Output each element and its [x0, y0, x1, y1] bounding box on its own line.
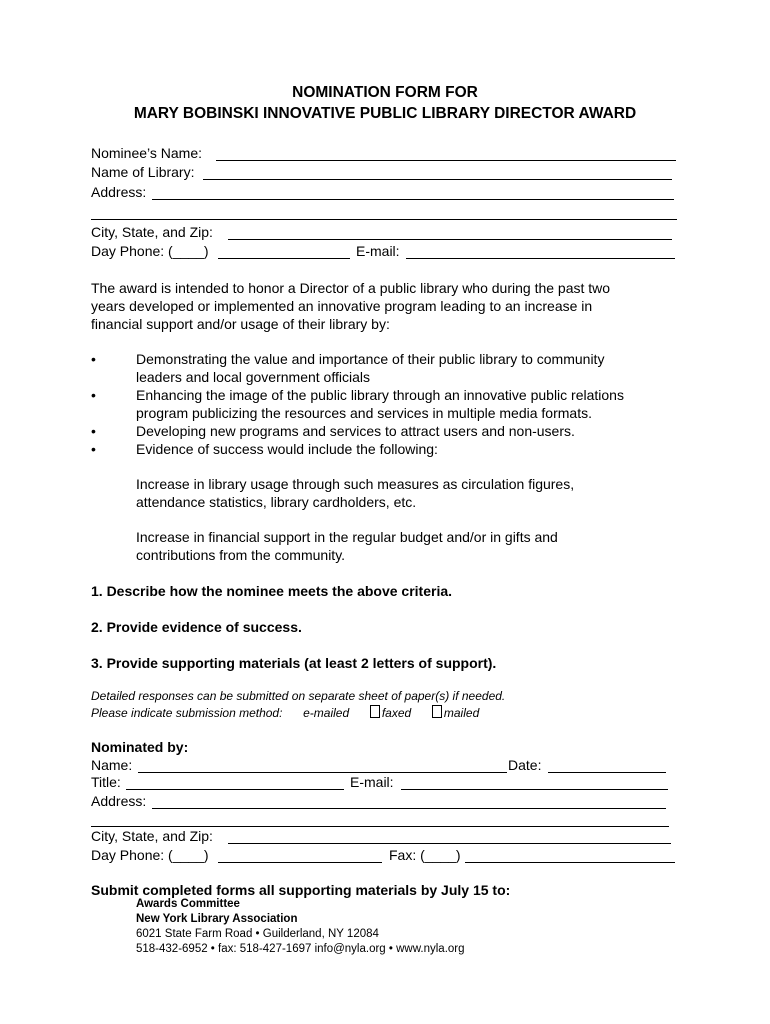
- submit-org-committee: Awards Committee: [136, 898, 240, 910]
- nominator-title-field[interactable]: [126, 789, 344, 790]
- bullet-marker: •: [91, 423, 96, 439]
- intro-line3: financial support and/or usage of their library by:: [91, 316, 390, 332]
- nominator-fax-field[interactable]: [465, 862, 675, 863]
- nominee-address-field-line2[interactable]: [91, 219, 677, 220]
- nominee-phone-label: Day Phone: (____): [91, 243, 209, 259]
- nominator-address-field[interactable]: [152, 808, 666, 809]
- submit-org-association: New York Library Association: [136, 913, 298, 925]
- submission-method-row: [91, 705, 479, 720]
- method-emailed-option: e-mailed: [303, 706, 350, 720]
- question-3: 3. Provide supporting materials (at least 2 letters of support).: [91, 655, 497, 671]
- submit-address: 6021 State Farm Road • Guilderland, NY 12084: [136, 928, 379, 940]
- question-1: 1. Describe how the nominee meets the above criteria.: [91, 583, 453, 599]
- bullet-2-line1: Enhancing the image of the public library through an innovative public relations: [136, 387, 624, 403]
- form-title-line1: NOMINATION FORM FOR: [292, 84, 478, 101]
- nominator-phone-field[interactable]: [218, 862, 382, 863]
- nominator-fax-label: Fax: (____): [389, 847, 461, 863]
- nominee-name-label: Nominee’s Name:: [91, 145, 203, 161]
- intro-line2: years developed or implemented an innovative program leading to an increase in: [91, 298, 593, 314]
- nominator-date-label: Date:: [508, 757, 542, 773]
- nominator-name-field[interactable]: [138, 772, 507, 773]
- nominator-name-label: Name:: [91, 757, 133, 773]
- bullet-3-line1: Developing new programs and services to attract users and non-users.: [136, 423, 575, 439]
- nominee-address-label: Address:: [91, 184, 147, 200]
- bullet-1-line2: leaders and local government officials: [136, 369, 370, 385]
- detailed-responses-note: Detailed responses can be submitted on separate sheet of paper(s) if needed.: [91, 689, 506, 703]
- submit-heading: Submit completed forms all supporting materials by July 15 to:: [91, 882, 511, 898]
- bullet-marker: •: [91, 351, 96, 367]
- nominator-address-label: Address:: [91, 793, 147, 809]
- bullet-marker: •: [91, 441, 96, 457]
- nominee-name-field[interactable]: [216, 160, 676, 161]
- nominator-email-label: E-mail:: [350, 774, 394, 790]
- nominee-email-field[interactable]: [406, 258, 675, 259]
- nominated-by-heading: Nominated by:: [91, 739, 189, 755]
- method-faxed-option: faxed: [381, 706, 412, 720]
- bullet-marker: •: [91, 387, 96, 403]
- library-name-label: Name of Library:: [91, 164, 195, 180]
- submission-method-label: Please indicate submission method:: [91, 706, 283, 720]
- nominator-phone-label: Day Phone: (____): [91, 847, 209, 863]
- method-mailed-option: mailed: [443, 706, 480, 720]
- nominator-address-field-line2[interactable]: [91, 826, 669, 827]
- faxed-checkbox[interactable]: [370, 705, 380, 718]
- nominator-email-field[interactable]: [401, 789, 668, 790]
- form-title-line2: MARY BOBINSKI INNOVATIVE PUBLIC LIBRARY DIRECTOR AWARD: [133, 105, 637, 122]
- nominee-email-label: E-mail:: [356, 243, 400, 259]
- evidence-1-line1: Increase in library usage through such measures as circulation figures,: [136, 476, 575, 492]
- evidence-1-line2: attendance statistics, library cardholders, etc.: [136, 494, 417, 510]
- question-2: 2. Provide evidence of success.: [91, 619, 302, 635]
- nominator-date-field[interactable]: [548, 772, 666, 773]
- nominee-phone-field[interactable]: [218, 258, 350, 259]
- intro-line1: The award is intended to honor a Director of a public library who during the past two: [91, 280, 611, 296]
- nominator-title-label: Title:: [91, 774, 121, 790]
- bullet-2-line2: program publicizing the resources and services in multiple media formats.: [136, 405, 592, 421]
- evidence-2-line1: Increase in financial support in the regular budget and/or in gifts and: [136, 529, 558, 545]
- submit-contact: 518-432-6952 • fax: 518-427-1697 info@nyla.org • www.nyla.org: [136, 943, 465, 955]
- library-name-field[interactable]: [203, 179, 672, 180]
- nominator-city-field[interactable]: [228, 843, 671, 844]
- nominator-city-label: City, State, and Zip:: [91, 828, 213, 844]
- bullet-4-line1: Evidence of success would include the following:: [136, 441, 438, 457]
- nominee-address-field[interactable]: [152, 199, 674, 200]
- nominee-city-field[interactable]: [228, 239, 672, 240]
- bullet-1-line1: Demonstrating the value and importance of their public library to community: [136, 351, 605, 367]
- mailed-checkbox[interactable]: [432, 705, 442, 718]
- evidence-2-line2: contributions from the community.: [136, 547, 346, 563]
- nominee-city-label: City, State, and Zip:: [91, 224, 213, 240]
